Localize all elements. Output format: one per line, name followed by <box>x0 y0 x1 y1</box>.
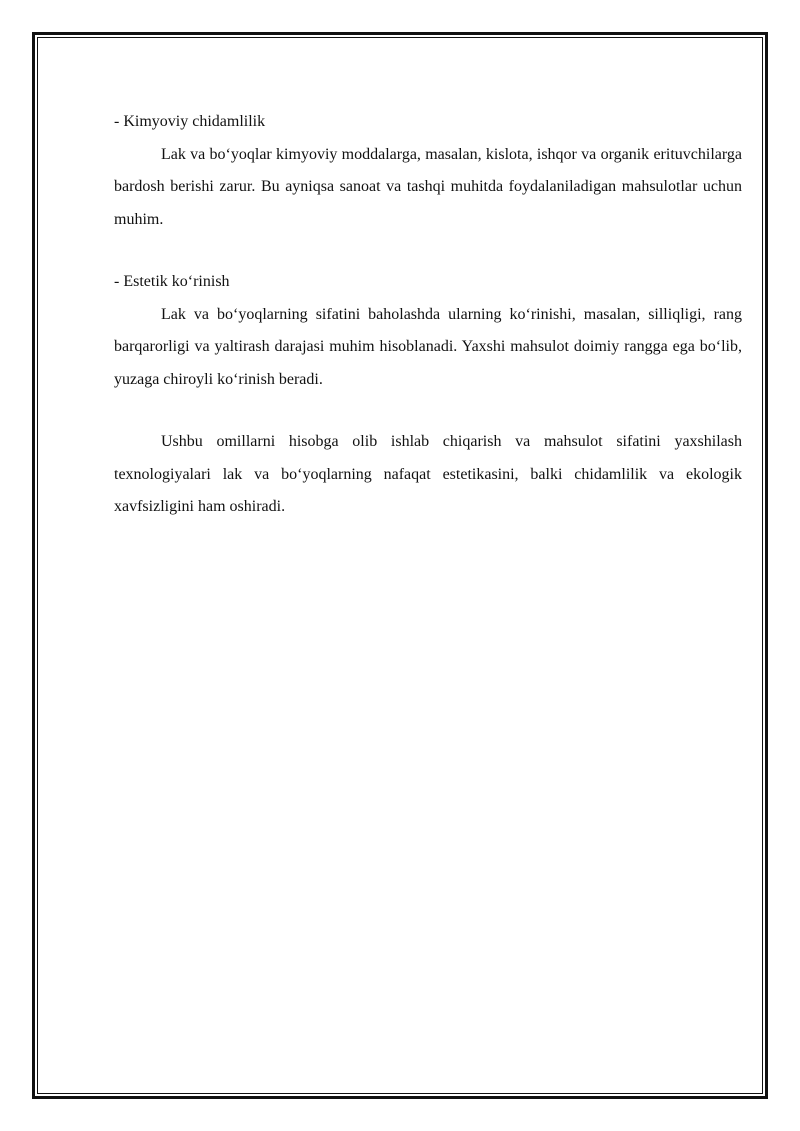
section-heading-aesthetic-appearance: - Estetik ko‘rinish <box>114 273 230 290</box>
spacer <box>114 396 742 426</box>
conclusion-paragraph: Ushbu omillarni hisobga olib ishlab chiqarish va mahsulot sifatini yaxshilash texnologiyalari lak va bo‘yoqlarning nafaqat estetikasini, balki chidamlilik va ekologik xavfsizligini ham oshiradi. <box>114 433 742 515</box>
section-heading-chemical-resistance: - Kimyoviy chidamlilik <box>114 113 266 130</box>
document-body <box>114 106 742 524</box>
section-paragraph-chemical-resistance: Lak va bo‘yoqlar kimyoviy moddalarga, masalan, kislota, ishqor va organik erituvchilarga bardosh berishi zarur. Bu ayniqsa sanoat va tashqi muhitda foydalaniladigan mahsulotlar uchun muhim. <box>114 145 742 228</box>
section-paragraph-aesthetic-appearance: Lak va bo‘yoqlarning sifatini baholashda ularning ko‘rinishi, masalan, silliqligi, rang barqarorligi va yaltirash darajasi muhim hisoblanadi. Yaxshi mahsulot doimiy rangga ega bo‘lib, yuzaga chiroyli ko‘rinish beradi. <box>114 305 742 388</box>
spacer <box>114 236 742 266</box>
